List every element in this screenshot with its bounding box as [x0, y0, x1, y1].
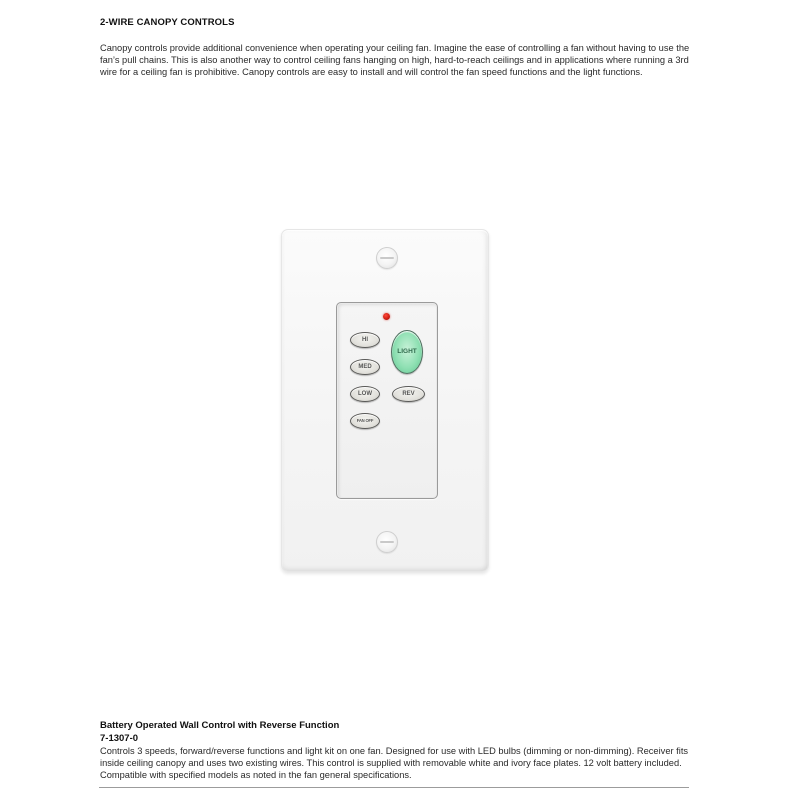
fan-off-button[interactable]: FAN OFF	[350, 413, 380, 429]
product-title: Battery Operated Wall Control with Reverse Function	[100, 720, 340, 731]
intro-paragraph: Canopy controls provide additional convenience when operating your ceiling fan. Imagine the ease of controlling a fan without having to use the fan’s pull chains. This is also another way to control ceiling fans hanging on high, hard-to-reach ceilings and in applications where running a 3rd wire for a ceiling fan is prohibitive. Canopy controls are easy to install and will control the fan speed functions and the light functions.	[100, 43, 690, 77]
reverse-button[interactable]: REV	[392, 386, 425, 402]
screw-icon	[376, 247, 398, 269]
light-button[interactable]: LIGHT	[391, 330, 423, 374]
red-led-indicator-icon	[383, 313, 390, 320]
section-title: 2-WIRE CANOPY CONTROLS	[100, 17, 235, 28]
product-sku: 7-1307-0	[100, 733, 139, 744]
keypad	[336, 302, 438, 499]
low-speed-button[interactable]: LOW	[350, 386, 380, 402]
wall-control-faceplate	[281, 229, 489, 572]
med-speed-button[interactable]: MED	[350, 359, 380, 375]
divider	[99, 787, 689, 788]
screw-icon	[376, 531, 398, 553]
hi-speed-button[interactable]: HI	[350, 332, 380, 348]
product-description: Controls 3 speeds, forward/reverse functions and light kit on one fan. Designed for use with LED bulbs (dimming or non-dimming). Receiver fits inside ceiling canopy and uses two existing wires. This control is supplied with removable white and ivory face plates. 12 volt battery included. Compatible with specified models as noted in the fan general specifications.	[100, 746, 689, 780]
